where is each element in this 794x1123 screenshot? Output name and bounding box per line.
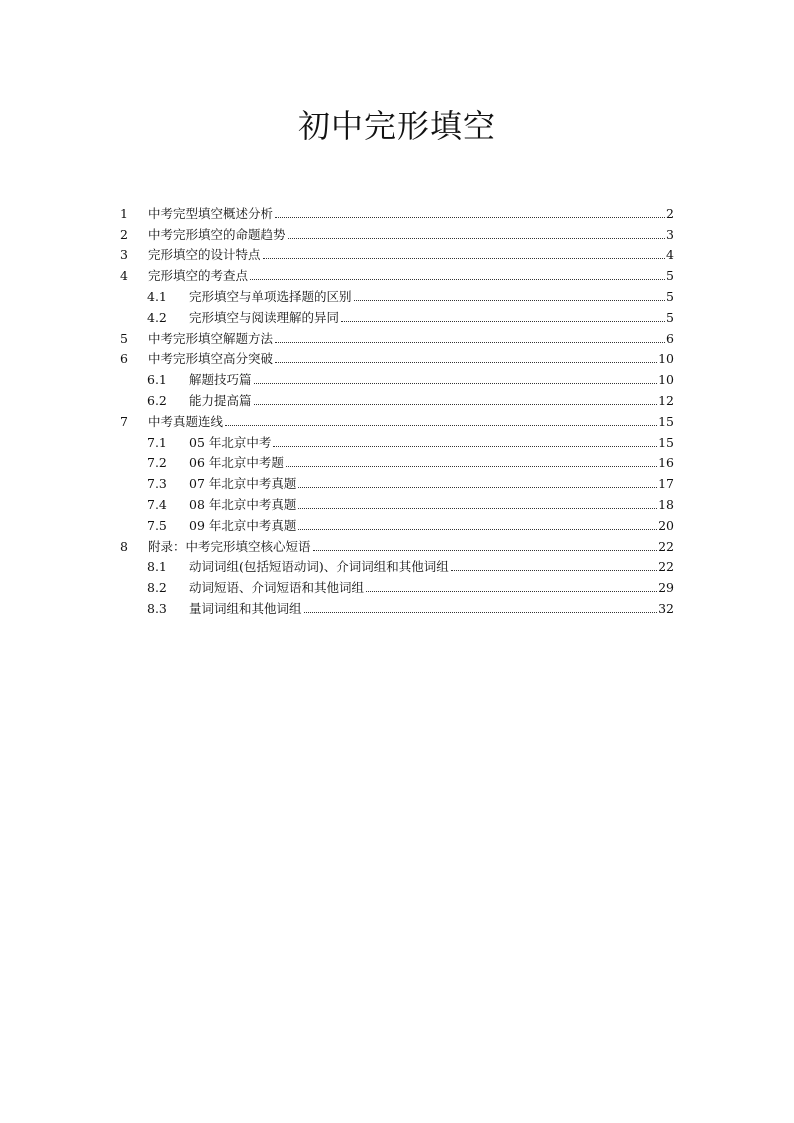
toc-entry-number: 5 [120, 330, 128, 346]
toc-subentry[interactable] [120, 387, 674, 408]
toc-entry-number: 8.1 [147, 559, 167, 575]
toc-entry-number: 7 [120, 413, 128, 429]
toc-dot-leader [275, 217, 665, 218]
toc-dot-leader [341, 321, 665, 322]
toc-dot-leader [273, 446, 657, 447]
toc-page-number: 3 [666, 226, 674, 242]
toc-page-number: 22 [658, 559, 674, 575]
toc-entry[interactable] [120, 262, 674, 283]
toc-page-number: 16 [658, 455, 674, 471]
toc-page-number: 32 [658, 600, 674, 616]
toc-entry-title: 中考完形填空解题方法 [148, 330, 274, 346]
toc-entry-number: 4.2 [147, 309, 167, 325]
toc-dot-leader [304, 612, 658, 613]
toc-entry-title: 07 年北京中考真题 [189, 476, 297, 492]
toc-entry-number: 7.4 [147, 496, 167, 512]
toc-page-number: 10 [658, 351, 674, 367]
toc-page-number: 5 [666, 309, 674, 325]
toc-entry-number: 7.2 [147, 455, 167, 471]
toc-entry-number: 6.2 [147, 392, 167, 408]
toc-entry-number: 8 [120, 538, 128, 554]
toc-entry[interactable] [120, 221, 674, 242]
toc-entry-number: 1 [120, 205, 128, 221]
toc-dot-leader [263, 258, 666, 259]
toc-entry-title: 05 年北京中考 [189, 434, 272, 450]
toc-dot-leader [298, 529, 657, 530]
toc-page-number: 20 [658, 517, 674, 533]
toc-entry[interactable] [120, 533, 674, 554]
toc-dot-leader [354, 300, 666, 301]
toc-page-number: 4 [666, 247, 674, 263]
toc-dot-leader [313, 550, 658, 551]
toc-page-number: 22 [658, 538, 674, 554]
toc-dot-leader [298, 508, 657, 509]
toc-entry-number: 4 [120, 268, 128, 284]
toc-entry[interactable] [120, 242, 674, 263]
toc-subentry[interactable] [120, 283, 674, 304]
toc-entry-number: 8.2 [147, 580, 167, 596]
toc-subentry[interactable] [120, 450, 674, 471]
toc-dot-leader [451, 570, 657, 571]
toc-entry[interactable] [120, 200, 674, 221]
toc-entry-title: 能力提高篇 [189, 392, 252, 408]
toc-entry-title: 附录：中考完形填空核心短语 [148, 538, 311, 554]
toc-entry-number: 7.3 [147, 476, 167, 492]
toc-page-number: 6 [666, 330, 674, 346]
toc-subentry[interactable] [120, 554, 674, 575]
toc-entry-title: 09 年北京中考真题 [189, 517, 297, 533]
toc-dot-leader [254, 404, 658, 405]
toc-entry[interactable] [120, 346, 674, 367]
toc-dot-leader [225, 425, 657, 426]
toc-page-number: 12 [658, 392, 674, 408]
toc-dot-leader [286, 466, 657, 467]
toc-entry-title: 中考完型填空概述分析 [148, 205, 274, 221]
toc-page-number: 17 [658, 476, 674, 492]
toc-entry-number: 4.1 [147, 288, 167, 304]
toc-entry-title: 完形填空的考查点 [148, 268, 249, 284]
toc-page-number: 15 [658, 434, 674, 450]
toc-entry-number: 8.3 [147, 600, 167, 616]
toc-subentry[interactable] [120, 574, 674, 595]
toc-dot-leader [275, 342, 665, 343]
toc-subentry[interactable] [120, 366, 674, 387]
toc-entry-number: 3 [120, 247, 128, 263]
toc-page-number: 5 [666, 268, 674, 284]
toc-subentry[interactable] [120, 470, 674, 491]
toc-entry-title: 量词词组和其他词组 [189, 600, 302, 616]
toc-entry-title: 动词短语、介词短语和其他词组 [189, 580, 365, 596]
toc-dot-leader [254, 383, 658, 384]
toc-page-number: 29 [658, 580, 674, 596]
toc-entry-title: 08 年北京中考真题 [189, 496, 297, 512]
toc-page-number: 15 [658, 413, 674, 429]
document-title: 初中完形填空 [297, 107, 496, 145]
toc-entry-number: 6.1 [147, 372, 167, 388]
toc-entry-number: 7.1 [147, 434, 167, 450]
toc-dot-leader [275, 362, 657, 363]
toc-entry-title: 完形填空与阅读理解的异同 [189, 309, 340, 325]
toc-page-number: 5 [666, 288, 674, 304]
toc-page-number: 2 [666, 205, 674, 221]
toc-entry-number: 2 [120, 226, 128, 242]
toc-entry-title: 动词词组(包括短语动词)、介词词组和其他词组 [189, 559, 449, 575]
toc-subentry[interactable] [120, 512, 674, 533]
toc-page-number: 18 [658, 496, 674, 512]
toc-entry-title: 完形填空与单项选择题的区别 [189, 288, 352, 304]
toc-dot-leader [250, 279, 665, 280]
toc-entry-title: 中考完形填空的命题趋势 [148, 226, 286, 242]
toc-entry-number: 7.5 [147, 517, 167, 533]
toc-dot-leader [298, 487, 657, 488]
toc-entry[interactable] [120, 325, 674, 346]
toc-entry-title: 06 年北京中考题 [189, 455, 284, 471]
toc-subentry[interactable] [120, 491, 674, 512]
toc-entry[interactable] [120, 408, 674, 429]
toc-subentry[interactable] [120, 429, 674, 450]
table-of-contents [120, 200, 674, 616]
toc-entry-title: 中考完形填空高分突破 [148, 351, 274, 367]
toc-entry-title: 解题技巧篇 [189, 372, 252, 388]
toc-page-number: 10 [658, 372, 674, 388]
toc-dot-leader [366, 591, 657, 592]
toc-subentry[interactable] [120, 595, 674, 616]
toc-dot-leader [288, 238, 666, 239]
toc-entry-number: 6 [120, 351, 128, 367]
toc-entry-title: 完形填空的设计特点 [148, 247, 261, 263]
toc-entry-title: 中考真题连线 [148, 413, 224, 429]
toc-subentry[interactable] [120, 304, 674, 325]
